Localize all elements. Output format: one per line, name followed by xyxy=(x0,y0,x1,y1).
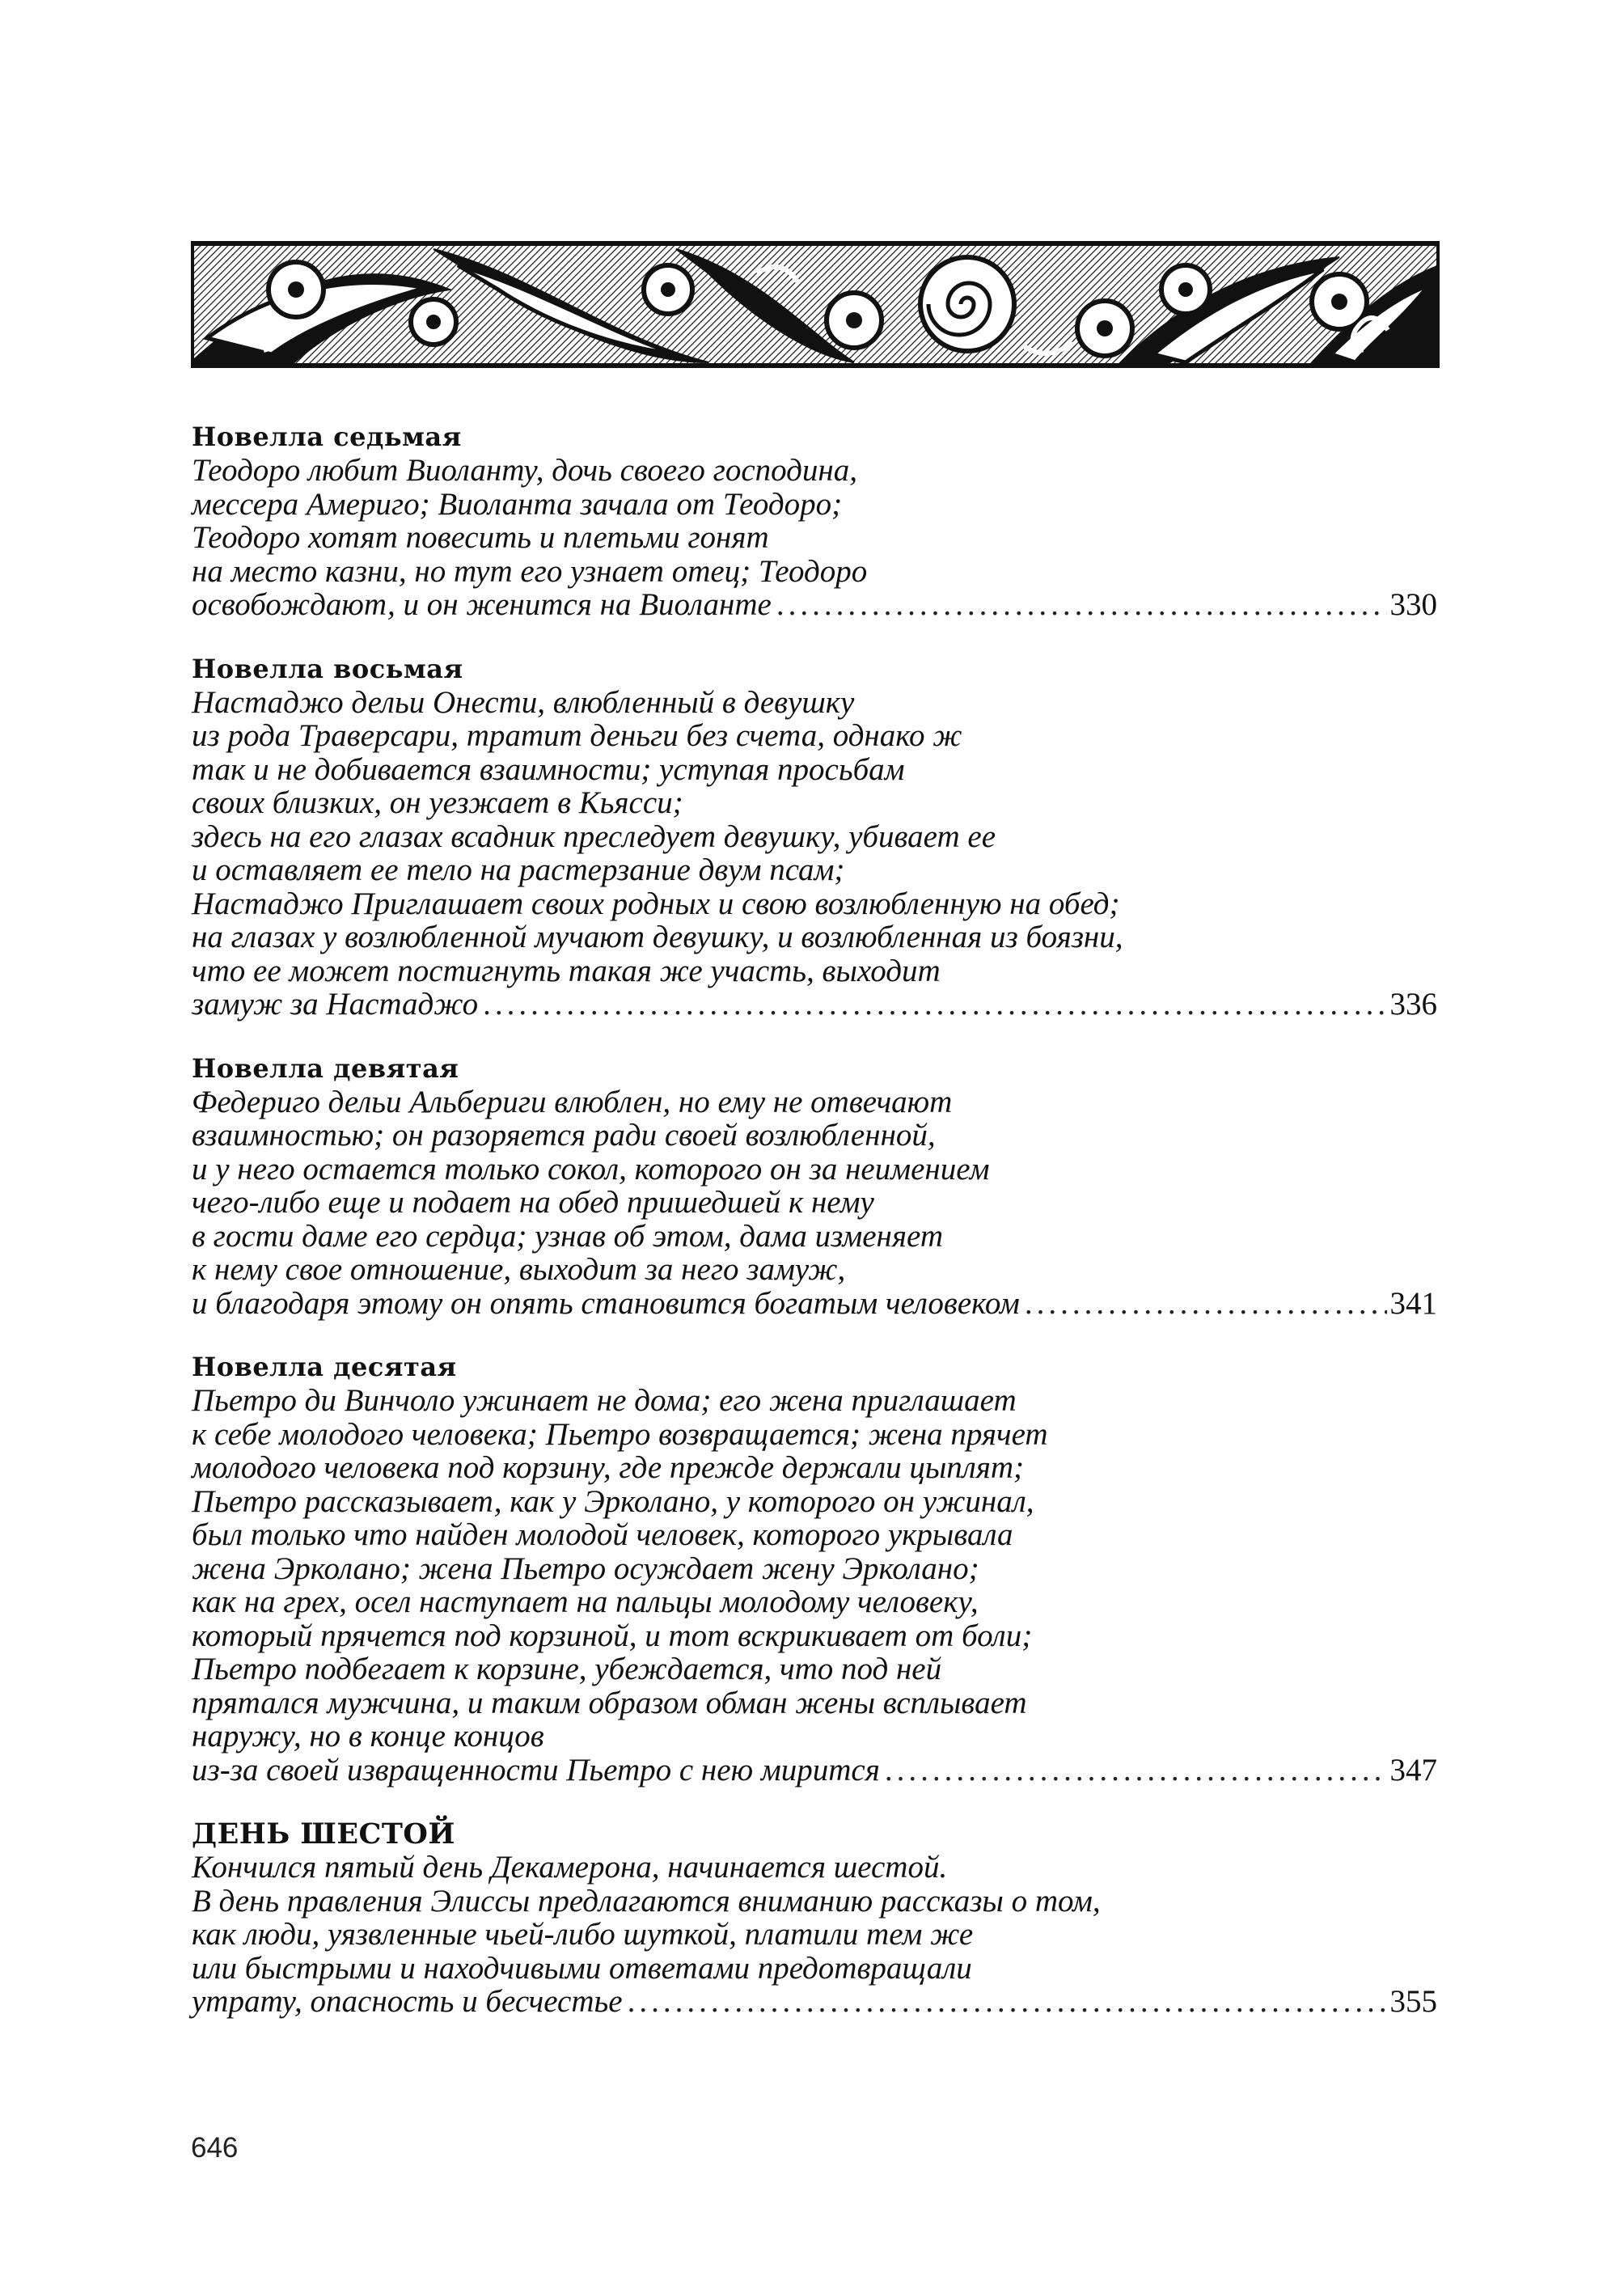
entry-line: своих близких, он уезжает в Кьясси; xyxy=(192,785,683,820)
entry-line: как на грех, осел наступает на пальцы молодому человеку, xyxy=(192,1584,979,1619)
entry-line: и благодаря этому он опять становится богатым человеком xyxy=(192,1285,1020,1321)
entry-line: Кончился пятый день Декамерона, начинается шестой. xyxy=(192,1850,948,1885)
dot-leader xyxy=(1020,1287,1387,1321)
entry-line: жена Эрколано; жена Пьетро осуждает жену Эрколано; xyxy=(192,1551,979,1586)
entry-title: Новелла девятая xyxy=(192,1052,459,1084)
dot-leader xyxy=(772,588,1387,622)
entry-line: утрату, опасность и бесчестье xyxy=(192,1984,623,2019)
entry-line: прятался мужчина, и таким образом обман жены всплывает xyxy=(192,1685,1027,1720)
page-reference[interactable]: 355 xyxy=(1389,1984,1437,2019)
entry-last-line xyxy=(192,588,1437,622)
dot-leader xyxy=(880,1754,1387,1787)
entry-line: замуж за Настаджо xyxy=(192,987,479,1022)
entry-line: Теодоро любит Виоланту, дочь своего господина, xyxy=(192,453,857,488)
entry-line: в гости даме его сердца; узнав об этом, дама изменяет xyxy=(192,1218,943,1254)
entry-last-line xyxy=(192,1985,1437,2019)
entry-line: В день правления Элиссы предлагаются вниманию рассказы о том, xyxy=(192,1883,1101,1919)
entry-line: наружу, но в конце концов xyxy=(192,1719,544,1754)
entry-last-line xyxy=(192,988,1437,1022)
entry-title: Новелла десятая xyxy=(192,1352,457,1382)
table-of-contents xyxy=(192,421,1437,2050)
entry-line: был только что найден молодой человек, которого укрывала xyxy=(192,1517,1013,1552)
toc-entry-day-sixth[interactable] xyxy=(192,1817,1437,2019)
page-reference[interactable]: 341 xyxy=(1389,1285,1437,1321)
entry-title: Новелла седьмая xyxy=(192,421,462,452)
dot-leader xyxy=(623,1985,1387,2019)
floral-ornament-icon xyxy=(191,241,1440,368)
entry-line: что ее может постигнуть такая же участь, выходит xyxy=(192,953,941,988)
entry-line: Пьетро рассказывает, как у Эрколано, у которого он ужинал, xyxy=(192,1483,1034,1519)
floral-ornament-band xyxy=(191,241,1440,368)
page-number: 646 xyxy=(191,2132,239,2164)
entry-title: Новелла восьмая xyxy=(192,653,463,684)
entry-line: молодого человека под корзину, где прежде держали цыплят; xyxy=(192,1450,1025,1485)
entry-line: из рода Траверсари, тратит деньги без счета, однако ж xyxy=(192,718,962,753)
entry-line: на глазах у возлюбленной мучают девушку, и возлюбленная из боязни, xyxy=(192,920,1123,954)
entry-line: так и не добивается взаимности; уступая просьбам xyxy=(192,751,905,787)
page-reference[interactable]: 330 xyxy=(1389,587,1437,622)
page-reference[interactable]: 347 xyxy=(1389,1752,1437,1787)
entry-line: взаимностью; он разоряется ради своей возлюбленной, xyxy=(192,1118,936,1153)
entry-line: Федериго дельи Альбериги влюблен, но ему не отвечают xyxy=(192,1084,953,1119)
dot-leader xyxy=(478,988,1386,1022)
entry-last-line xyxy=(192,1754,1437,1787)
entry-line: к себе молодого человека; Пьетро возвращается; жена прячет xyxy=(192,1416,1048,1452)
entry-line: Пьетро подбегает к корзине, убеждается, что под ней xyxy=(192,1652,942,1686)
toc-entry-novella-ninth[interactable] xyxy=(192,1052,1437,1321)
toc-entry-novella-tenth[interactable] xyxy=(192,1351,1437,1787)
entry-line: Настаджо дельи Онести, влюбленный в девушку xyxy=(192,684,855,720)
entry-line: Теодоро хотят повесить и плетьми гонят xyxy=(192,520,769,555)
entry-line: освобождают, и он женится на Виоланте xyxy=(192,587,772,622)
entry-line: Пьетро ди Винчоло ужинает не дома; его жена приглашает xyxy=(192,1383,1017,1418)
entry-line: здесь на его глазах всадник преследует девушку, убивает ее xyxy=(192,819,996,854)
entry-line: на место казни, но тут его узнает отец; Теодоро xyxy=(192,553,868,589)
entry-last-line xyxy=(192,1287,1437,1321)
page-reference[interactable]: 336 xyxy=(1389,987,1437,1022)
entry-line: мессера Америго; Виоланта зачала от Теодоро; xyxy=(192,486,843,522)
entry-line: как люди, уязвленные чьей-либо шуткой, платили тем же xyxy=(192,1917,974,1952)
entry-line: к нему свое отношение, выходит за него замуж, xyxy=(192,1252,846,1287)
toc-entry-novella-seventh[interactable] xyxy=(192,421,1437,622)
entry-line: который прячется под корзиной, и тот вскрикивает от боли; xyxy=(192,1618,1033,1653)
entry-line: и у него остается только сокол, которого он за неимением xyxy=(192,1151,990,1187)
entry-line: чего-либо еще и подает на обед пришедшей к нему xyxy=(192,1185,874,1220)
entry-title: ДЕНЬ ШЕСТОЙ xyxy=(192,1817,455,1851)
entry-line: или быстрыми и находчивыми ответами предотвращали xyxy=(192,1950,972,1986)
entry-line: Настаджо Приглашает своих родных и свою возлюбленную на обед; xyxy=(192,886,1120,921)
toc-entry-novella-eighth[interactable] xyxy=(192,653,1437,1022)
entry-line: и оставляет ее тело на растерзание двум псам; xyxy=(192,852,845,887)
entry-line: из-за своей извращенности Пьетро с нею мирится xyxy=(192,1752,880,1787)
